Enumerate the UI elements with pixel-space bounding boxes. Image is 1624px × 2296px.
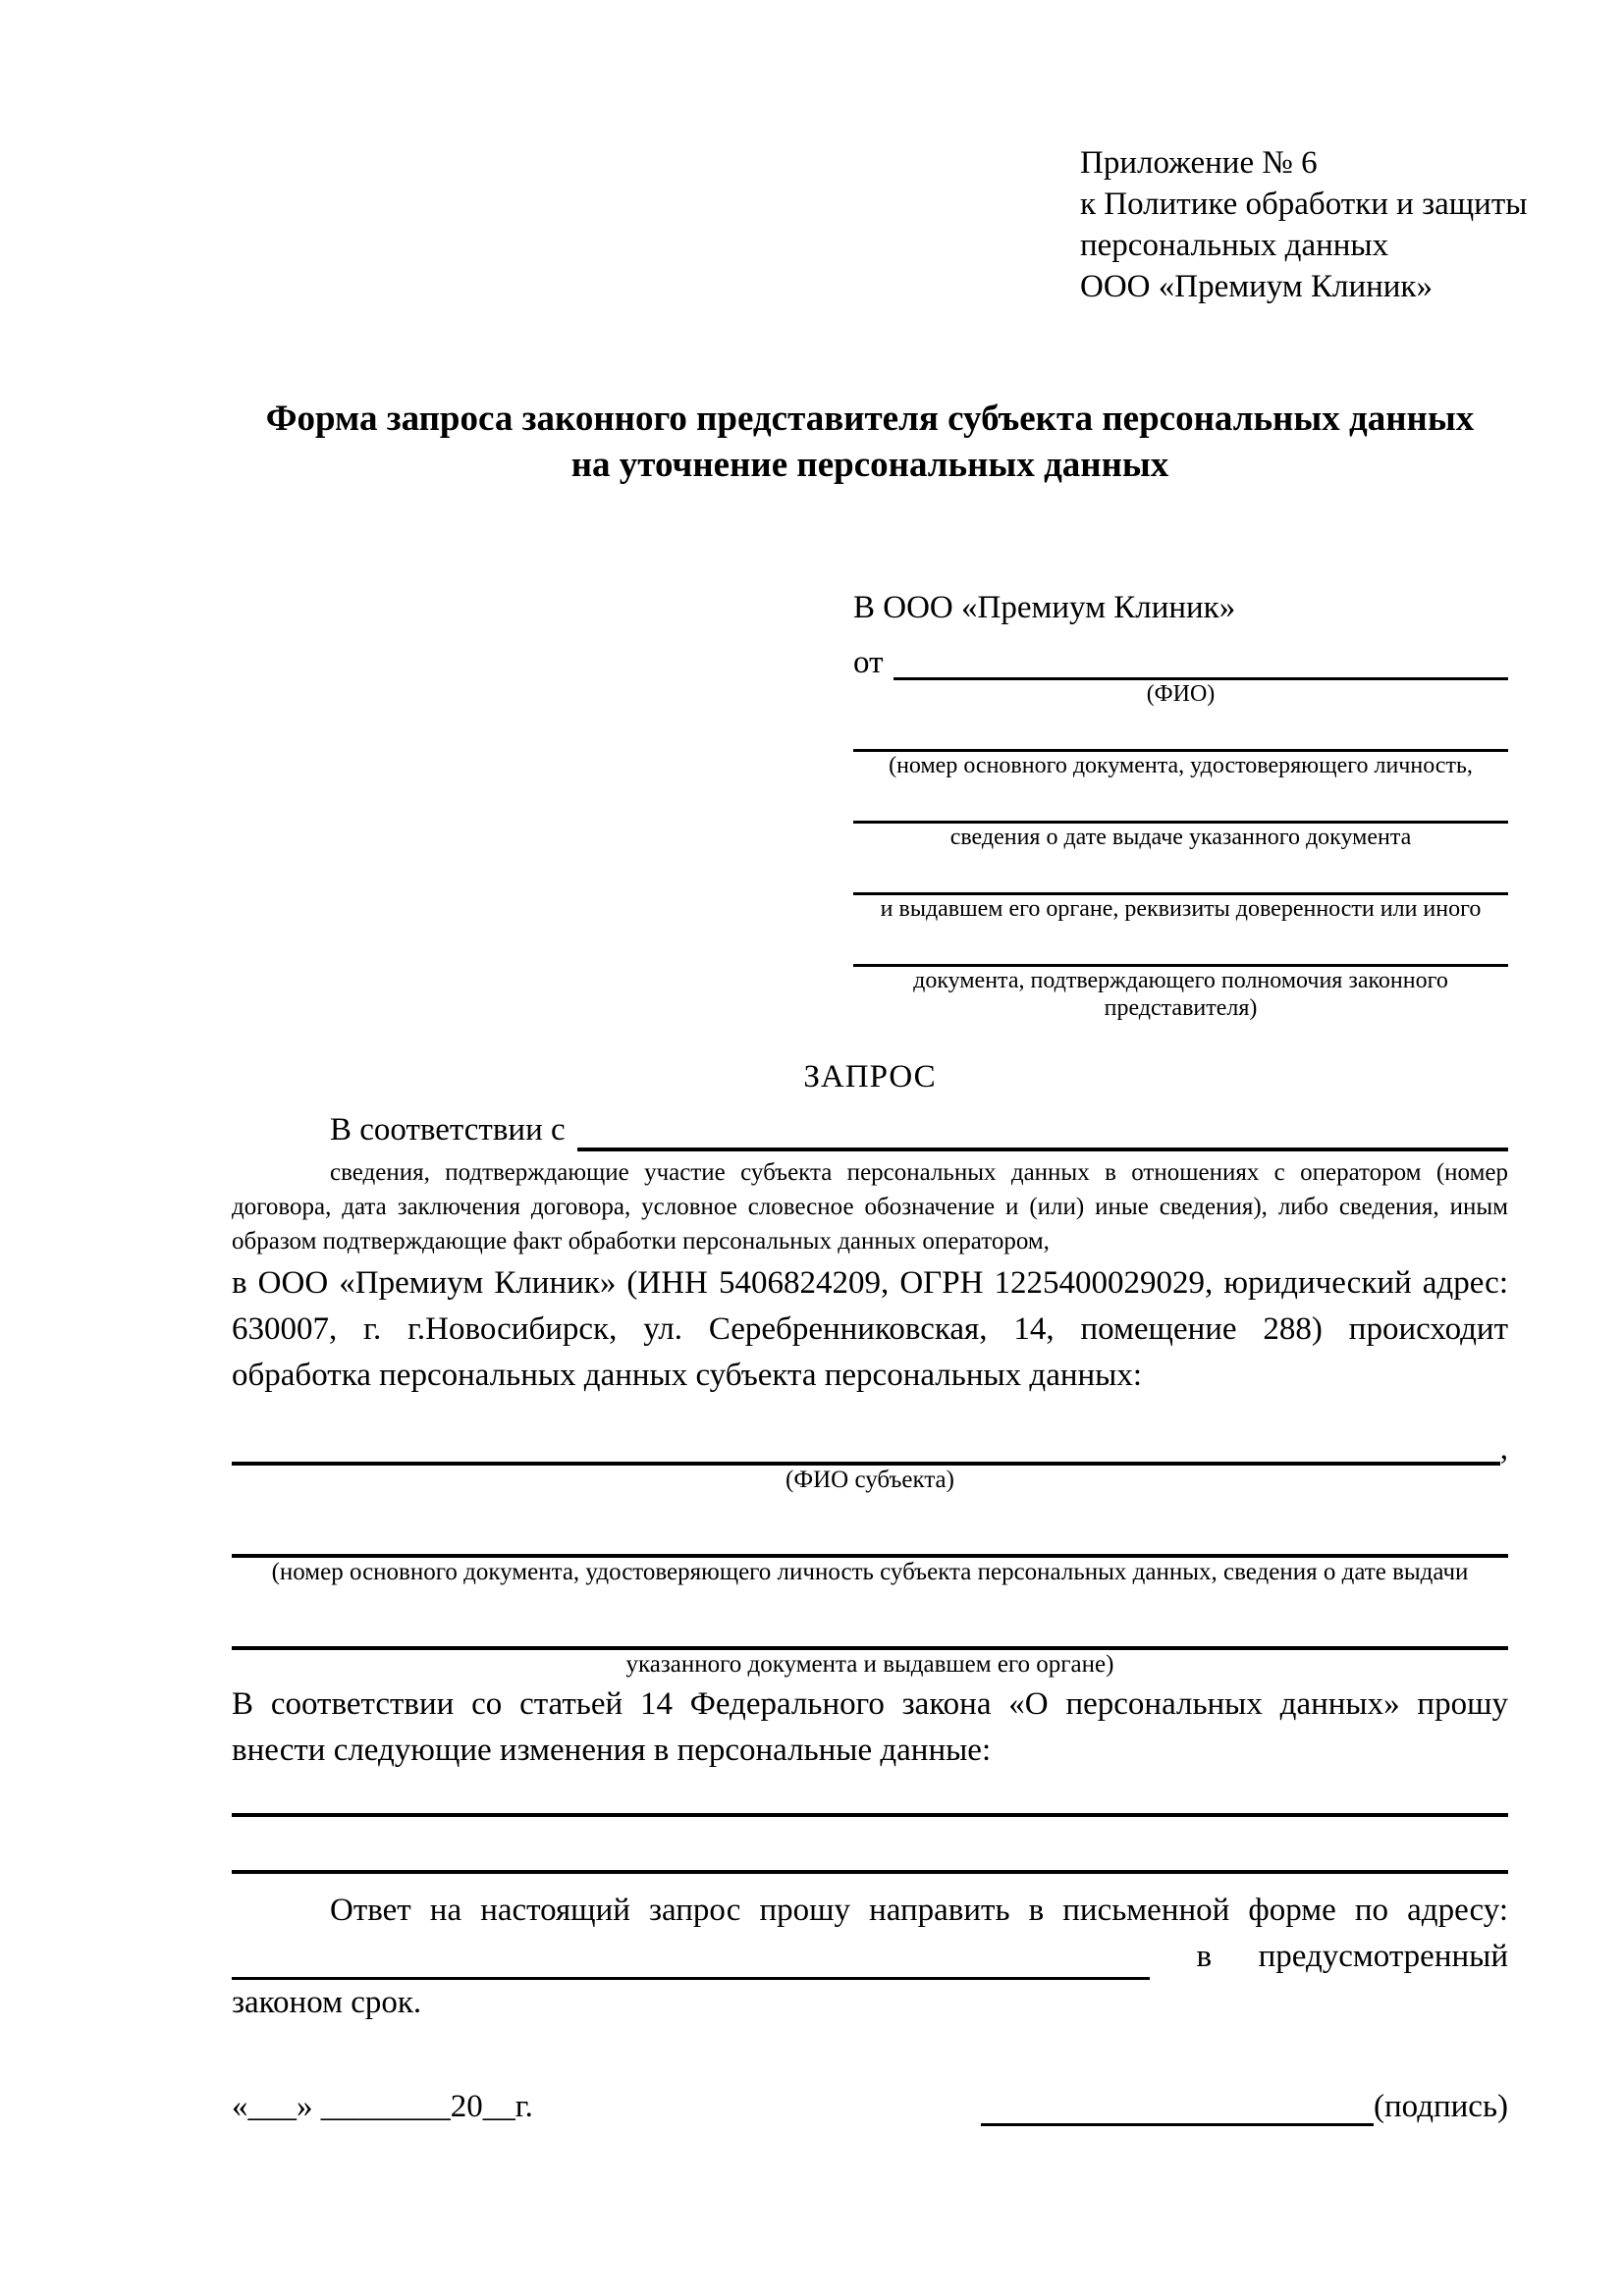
document-title [232, 396, 1508, 488]
subject-fio-field [232, 1424, 1508, 1466]
subject-fio-caption: (ФИО субъекта) [785, 1467, 954, 1493]
changes-blank-line-1 [232, 1774, 1508, 1817]
field-caption-1: (номер основного документа, удостоверяющего личность, [889, 753, 1473, 778]
representative-doc-field-2 [853, 787, 1508, 851]
blank-line [853, 859, 1508, 895]
blank-line [853, 716, 1508, 752]
accordance-field [232, 1108, 1508, 1151]
address-blank-line [232, 1944, 1150, 1980]
signature-field [981, 2087, 1508, 2126]
answer-word-predusmotrenny: предусмотренный [1258, 1939, 1508, 1974]
document-title-line-2: на уточнение персональных данных [570, 445, 1169, 485]
representative-doc-field-4 [853, 931, 1508, 1022]
blank-line [853, 931, 1508, 967]
subject-doc-caption-1: (номер основного документа, удостоверяющего личность субъекта персональных данных, сведения о дате выдачи [271, 1559, 1469, 1585]
appendix-company-line: ООО «Премиум Клиник» [1080, 269, 1433, 304]
from-label: от [853, 645, 884, 680]
fio-caption: (ФИО) [1146, 681, 1216, 707]
field-caption-3: и выдавшем его органе, реквизиты доверенности или иного [880, 896, 1482, 922]
signature-caption: (подпись) [1374, 2089, 1508, 2124]
article-paragraph: В соответствии со статьей 14 Федерального закона «О персональных данных» прошу внести следующие изменения в персональные данные: [232, 1686, 1508, 1768]
appendix-policy-line-2: персональных данных [1080, 228, 1389, 263]
answer-paragraph-line-3: законом срок. [232, 1985, 422, 2020]
representative-doc-field-3 [853, 859, 1508, 923]
representative-doc-field-1 [853, 716, 1508, 779]
subject-doc-caption-2: указанного документа и выдавшем его органе) [625, 1651, 1114, 1678]
blank-line [853, 787, 1508, 824]
request-heading: ЗАПРОС [803, 1059, 937, 1095]
signature-row [232, 2087, 1508, 2126]
signature-blank-line [981, 2094, 1374, 2126]
document-title-line-1: Форма запроса законного представителя субъекта персональных данных [265, 399, 1475, 439]
answer-paragraph-line-1: Ответ на настоящий запрос прошу направить в письменной форме по адресу: [330, 1893, 1508, 1928]
date-field: «___» ________20__г. [232, 2089, 533, 2124]
addressee-block [853, 586, 1508, 1022]
from-field [853, 629, 1508, 680]
accordance-blank-line [577, 1140, 1508, 1151]
accordance-footnote: сведения, подтверждающие участие субъекта персональных данных в отношениях с оператором (номер договора, дата заключения договора, условное словесное обозначение и (или) иные сведения), либо сведения, иным образом подтверждающие факт обработки персональных данных оператором, [232, 1159, 1508, 1255]
appendix-policy-line: к Политике обработки и защиты [1080, 187, 1528, 222]
from-blank-line [893, 671, 1509, 680]
accordance-label: В соответствии с [330, 1112, 566, 1148]
blank-line [232, 1607, 1508, 1650]
blank-line [232, 1424, 1500, 1466]
appendix-number-line: Приложение № 6 [1080, 145, 1318, 181]
operator-paragraph: в ООО «Премиум Клиник» (ИНН 5406824209, ОГРН 1225400029029, юридический адрес: 630007, г. г.Новосибирск, ул. Серебренниковская, 14, помещение 288) происходит обработка персональных данных субъекта персональных данных: [232, 1265, 1508, 1393]
trailing-comma: , [1499, 1431, 1508, 1467]
blank-line [232, 1515, 1508, 1558]
changes-blank-line-2 [232, 1817, 1508, 1874]
subject-doc-field-1 [232, 1515, 1508, 1587]
subject-doc-field-2 [232, 1607, 1508, 1680]
field-caption-2: сведения о дате выдаче указанного документа [949, 825, 1412, 850]
addressee-to: В ООО «Премиум Клиник» [853, 590, 1236, 625]
answer-address-field [232, 1934, 1508, 1980]
answer-word-v: в [1196, 1939, 1213, 1974]
field-caption-4: документа, подтверждающего полномочия законного представителя) [913, 968, 1448, 1021]
appendix-header [1080, 142, 1528, 307]
